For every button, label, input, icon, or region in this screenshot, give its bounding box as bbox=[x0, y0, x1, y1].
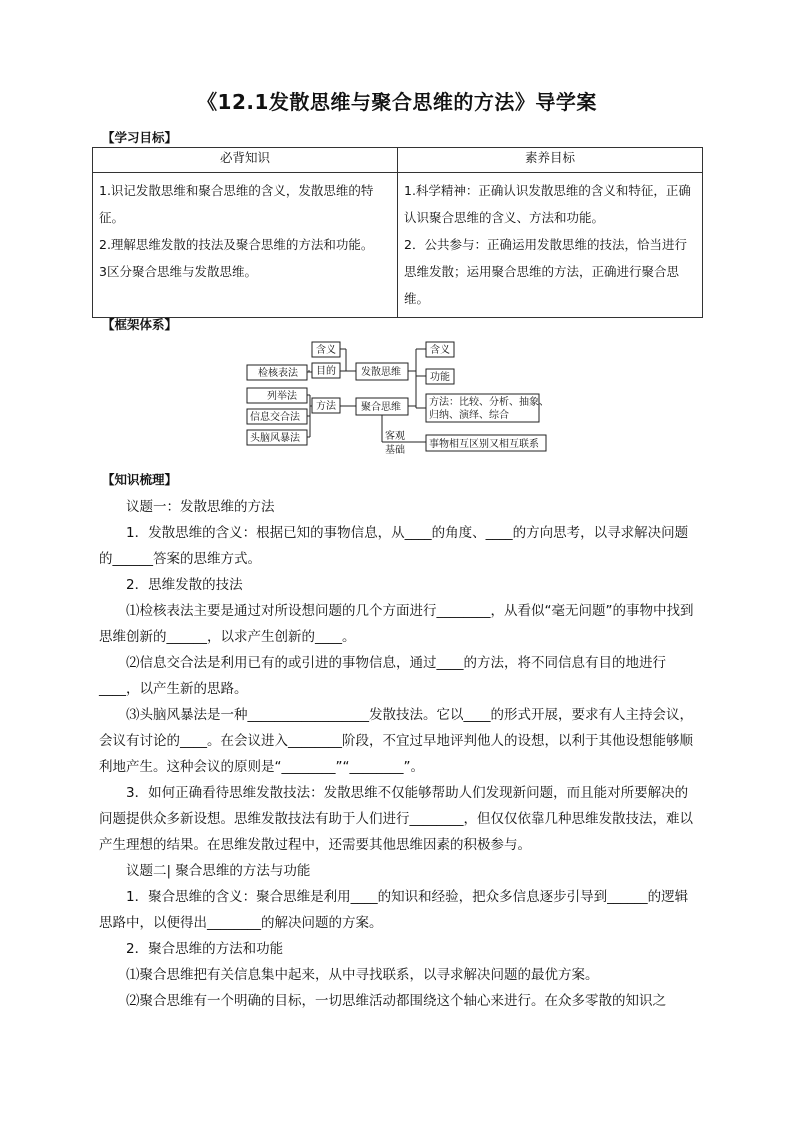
node-keguan: 客观 bbox=[385, 431, 405, 442]
node-shiwu: 事物相互区别又相互联系 bbox=[429, 439, 539, 450]
goals-left-item: 2.理解思维发散的技法及聚合思维的方法和功能。 bbox=[99, 237, 374, 252]
node-hanyi-right: 含义 bbox=[430, 345, 450, 356]
goals-body-row bbox=[93, 173, 703, 318]
paragraph: 2．思维发散的技法 bbox=[126, 577, 243, 593]
knowledge-body bbox=[99, 494, 697, 1014]
knowledge-heading: 【知识梳理】 bbox=[102, 472, 178, 487]
node-xinxi: 信息交合法 bbox=[250, 412, 300, 423]
node-jichu: 基础 bbox=[385, 445, 405, 456]
node-fasan: 发散思维 bbox=[361, 367, 401, 378]
goals-left-item: 3区分聚合思维与发散思维。 bbox=[99, 264, 257, 279]
paragraph: 2．聚合思维的方法和功能 bbox=[126, 941, 284, 957]
node-liejv: 列举法 bbox=[267, 391, 297, 402]
goals-left-item: 1.识记发散思维和聚合思维的含义，发散思维的特征。 bbox=[99, 183, 374, 225]
node-gongneng: 功能 bbox=[430, 372, 450, 383]
goals-col-right-header: 素养目标 bbox=[398, 148, 703, 173]
node-juhe: 聚合思维 bbox=[361, 402, 401, 413]
page-title: 《12.1发散思维与聚合思维的方法》导学案 bbox=[197, 90, 597, 114]
paragraph: ⑴聚合思维把有关信息集中起来，从中寻找联系，以寻求解决问题的最优方案。 bbox=[126, 967, 599, 983]
node-fangfa: 方法 bbox=[316, 401, 336, 412]
node-jianhe: 检核表法 bbox=[258, 368, 298, 379]
paragraph: ⑴检核表法主要是通过对所设想问题的几个方面进行________，从看似“毫无问题”的事物中找到思维创新的______，以求产生创新的____。 bbox=[99, 603, 694, 645]
paragraph: ⑵信息交合法是利用已有的或引进的事物信息，通过____的方法，将不同信息有目的地进行____，以产生新的思路。 bbox=[99, 655, 666, 697]
goals-right-item: 2．公共参与：正确运用发散思维的技法，恰当进行思维发散；运用聚合思维的方法，正确进行聚合思维。 bbox=[404, 237, 687, 306]
node-mudi: 目的 bbox=[316, 366, 336, 377]
topic-one-heading: 议题一：发散思维的方法 bbox=[126, 499, 275, 515]
topic-two-heading: 议题二| 聚合思维的方法与功能 bbox=[126, 863, 311, 879]
goals-table bbox=[92, 147, 703, 318]
goals-col-left-header: 必背知识 bbox=[93, 148, 398, 173]
node-fangfa-right-line1: 方法：比较、分析、抽象、 bbox=[429, 397, 549, 408]
node-fangfa-right-line2: 归纳、演绎、综合 bbox=[429, 410, 509, 421]
paragraph: 1．发散思维的含义：根据已知的事物信息，从____的角度、____的方向思考，以寻求解决问题的______答案的思维方式。 bbox=[99, 525, 689, 567]
goals-right-item: 1.科学精神：正确认识发散思维的含义和特征，正确认识聚合思维的含义、方法和功能。 bbox=[404, 183, 691, 225]
paragraph: ⑵聚合思维有一个明确的目标，一切思维活动都围绕这个轴心来进行。在众多零散的知识之 bbox=[126, 993, 666, 1009]
paragraph: 1．聚合思维的含义：聚合思维是利用____的知识和经验，把众多信息逐步引导到______的逻辑思路中，以便得出________的解决问题的方案。 bbox=[99, 889, 689, 931]
goals-heading: 【学习目标】 bbox=[102, 130, 178, 145]
goals-left-cell bbox=[93, 173, 398, 318]
node-toulao: 头脑风暴法 bbox=[250, 433, 300, 444]
paragraph: 3．如何正确看待思维发散技法：发散思维不仅能够帮助人们发现新问题，而且能对所要解决的问题提供众多新设想。思维发散技法有助于人们进行________，但仅仅依靠几种思维发散技法，难以产生理想的结果。在思维发散过程中，还需要其他思维因素的积极参与。 bbox=[99, 785, 693, 853]
framework-heading: 【框架体系】 bbox=[102, 317, 178, 332]
framework-diagram-svg bbox=[244, 338, 554, 458]
paragraph: ⑶头脑风暴法是一种__________________发散技法。它以____的形式开展，要求有人主持会议，会议有讨论的____。在会议进入________阶段，不宜过早地评判他人的设想，以利于其他设想能够顺利地产生。这种会议的原则是“________”“________”。 bbox=[99, 707, 693, 775]
goals-header-row bbox=[93, 148, 703, 173]
framework-diagram bbox=[244, 338, 554, 458]
goals-right-cell bbox=[398, 173, 703, 318]
node-hanyi-left: 含义 bbox=[316, 345, 336, 356]
